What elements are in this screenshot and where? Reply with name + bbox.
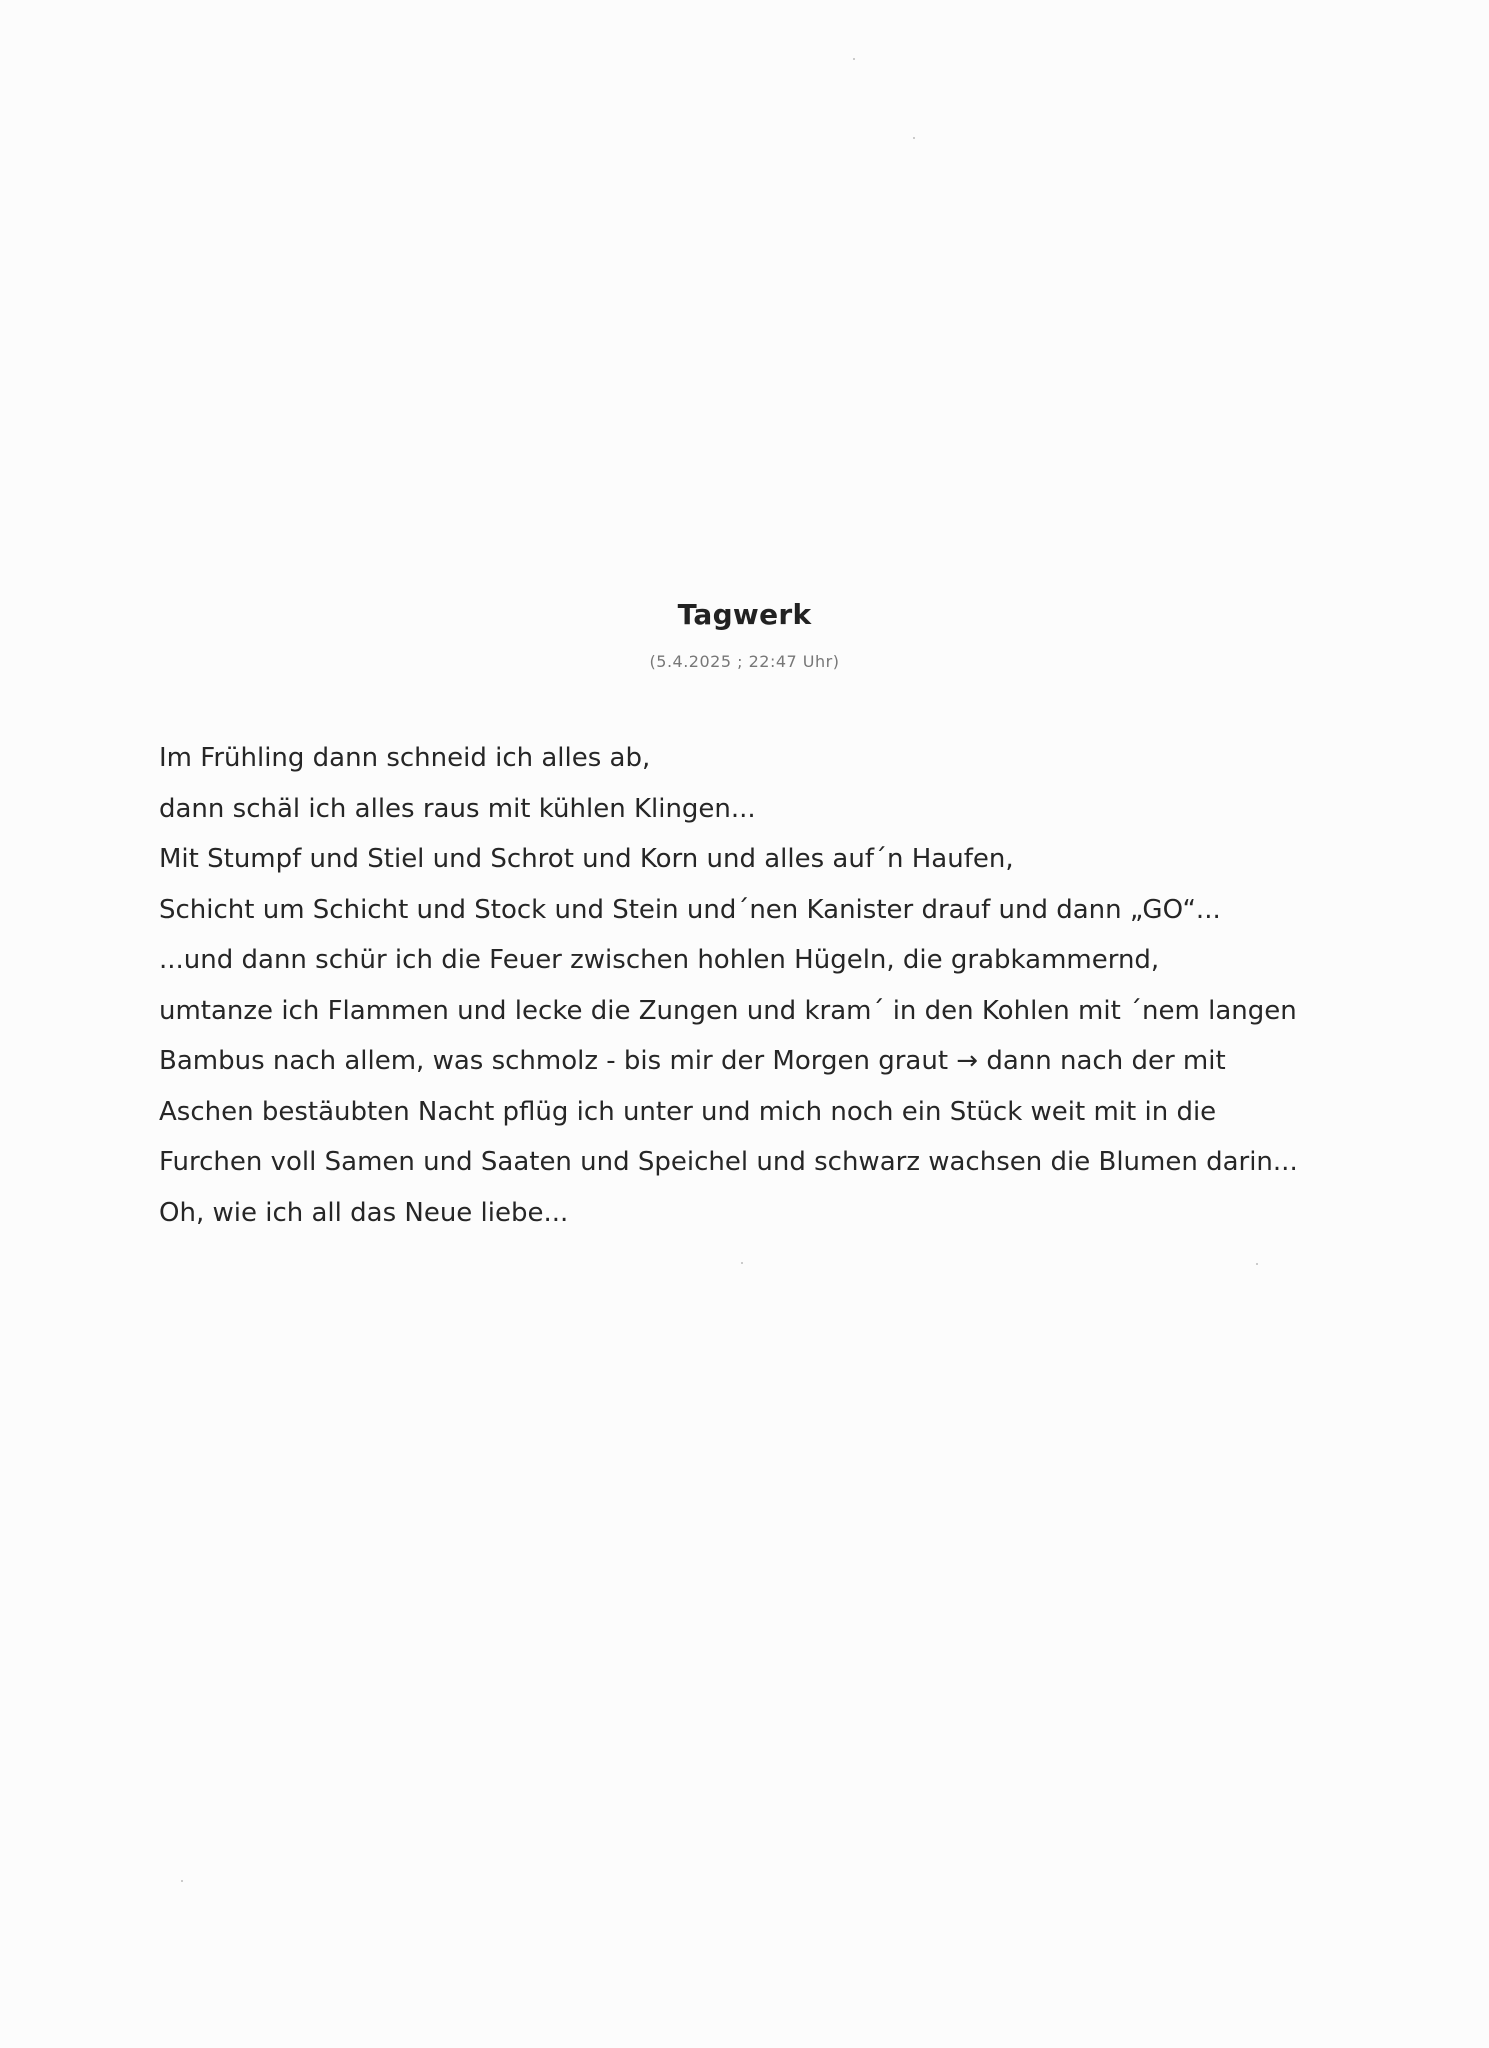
scan-speck	[1256, 1263, 1258, 1265]
scan-speck	[181, 1880, 183, 1882]
poem-line: Aschen bestäubten Nacht pflüg ich unter und mich noch ein Stück weit mit in die	[159, 1096, 1217, 1127]
scan-speck	[853, 58, 855, 60]
scan-speck	[913, 137, 915, 139]
poem-title: Tagwerk	[677, 598, 812, 631]
poem-line: Bambus nach allem, was schmolz - bis mir der Morgen graut → dann nach der mit	[159, 1046, 1226, 1076]
poem-line: ...und dann schür ich die Feuer zwischen hohlen Hügeln, die grabkammernd,	[159, 945, 1160, 975]
poem-line: dann schäl ich alles raus mit kühlen Klingen...	[159, 793, 756, 824]
poem-timestamp: (5.4.2025 ; 22:47 Uhr)	[649, 652, 840, 671]
poem-line: Oh, wie ich all das Neue liebe...	[159, 1197, 569, 1228]
scan-speck	[741, 1262, 743, 1264]
poem-line: Schicht um Schicht und Stock und Stein und´nen Kanister drauf und dann „GO“...	[159, 894, 1221, 925]
poem-body	[159, 733, 1359, 1238]
poem-line: Mit Stumpf und Stiel und Schrot und Korn und alles auf´n Haufen,	[159, 844, 1014, 874]
poem-line: umtanze ich Flammen und lecke die Zungen und kram´ in den Kohlen mit ´nem langen	[159, 995, 1297, 1026]
poem-line: Im Frühling dann schneid ich alles ab,	[159, 743, 651, 773]
poem-line: Furchen voll Samen und Saaten und Speichel und schwarz wachsen die Blumen darin...	[159, 1147, 1298, 1177]
